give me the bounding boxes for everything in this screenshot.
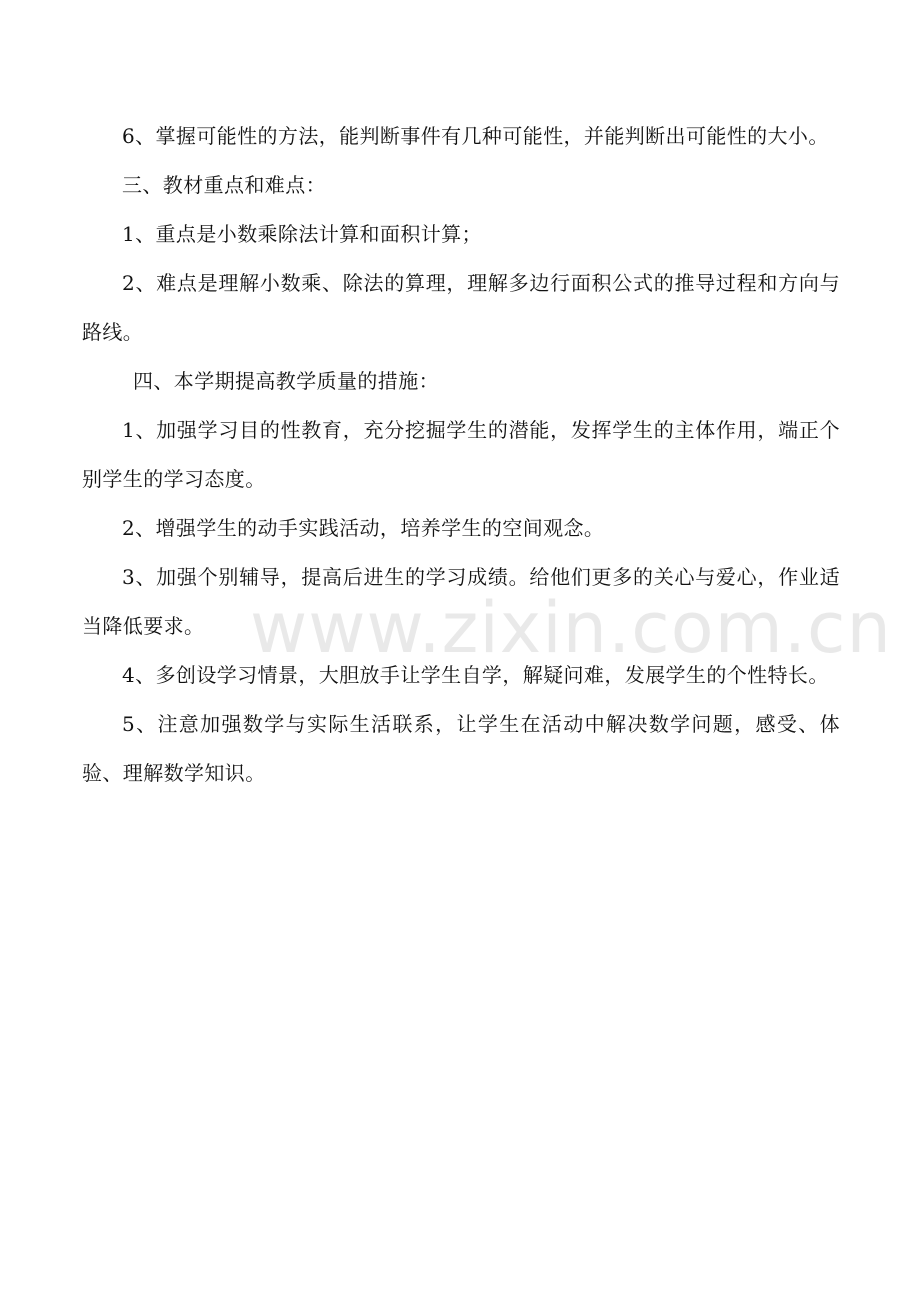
section-heading-key-points: 三、教材重点和难点： — [122, 173, 326, 197]
paragraph-measure-4: 4、多创设学习情景，大胆放手让学生自学，解疑问难，发展学生的个性特长。 — [122, 663, 829, 687]
paragraph-measure-5: 5、注意加强数学与实际生活联系，让学生在活动中解决数学问题，感受、体验、理解数学知识。 — [82, 712, 840, 785]
paragraph-measure-3: 3、加强个别辅导，提高后进生的学习成绩。给他们更多的关心与爱心，作业适当降低要求。 — [82, 565, 840, 638]
section-heading-measures: 四、本学期提高教学质量的措施： — [133, 369, 439, 393]
paragraph-key-point-1: 1、重点是小数乘除法计算和面积计算； — [122, 222, 482, 246]
watermark-text: www.zixin.com.cn — [250, 587, 892, 669]
paragraph-measure-2: 2、增强学生的动手实践活动，培养学生的空间观念。 — [122, 516, 605, 540]
paragraph-item-6: 6、掌握可能性的方法，能判断事件有几种可能性，并能判断出可能性的大小。 — [122, 124, 829, 148]
paragraph-key-point-2: 2、难点是理解小数乘、除法的算理，理解多边行面积公式的推导过程和方向与路线。 — [82, 271, 840, 344]
document-body — [82, 112, 840, 798]
paragraph-measure-1: 1、加强学习目的性教育，充分挖掘学生的潜能，发挥学生的主体作用，端正个别学生的学习态度。 — [82, 418, 840, 491]
